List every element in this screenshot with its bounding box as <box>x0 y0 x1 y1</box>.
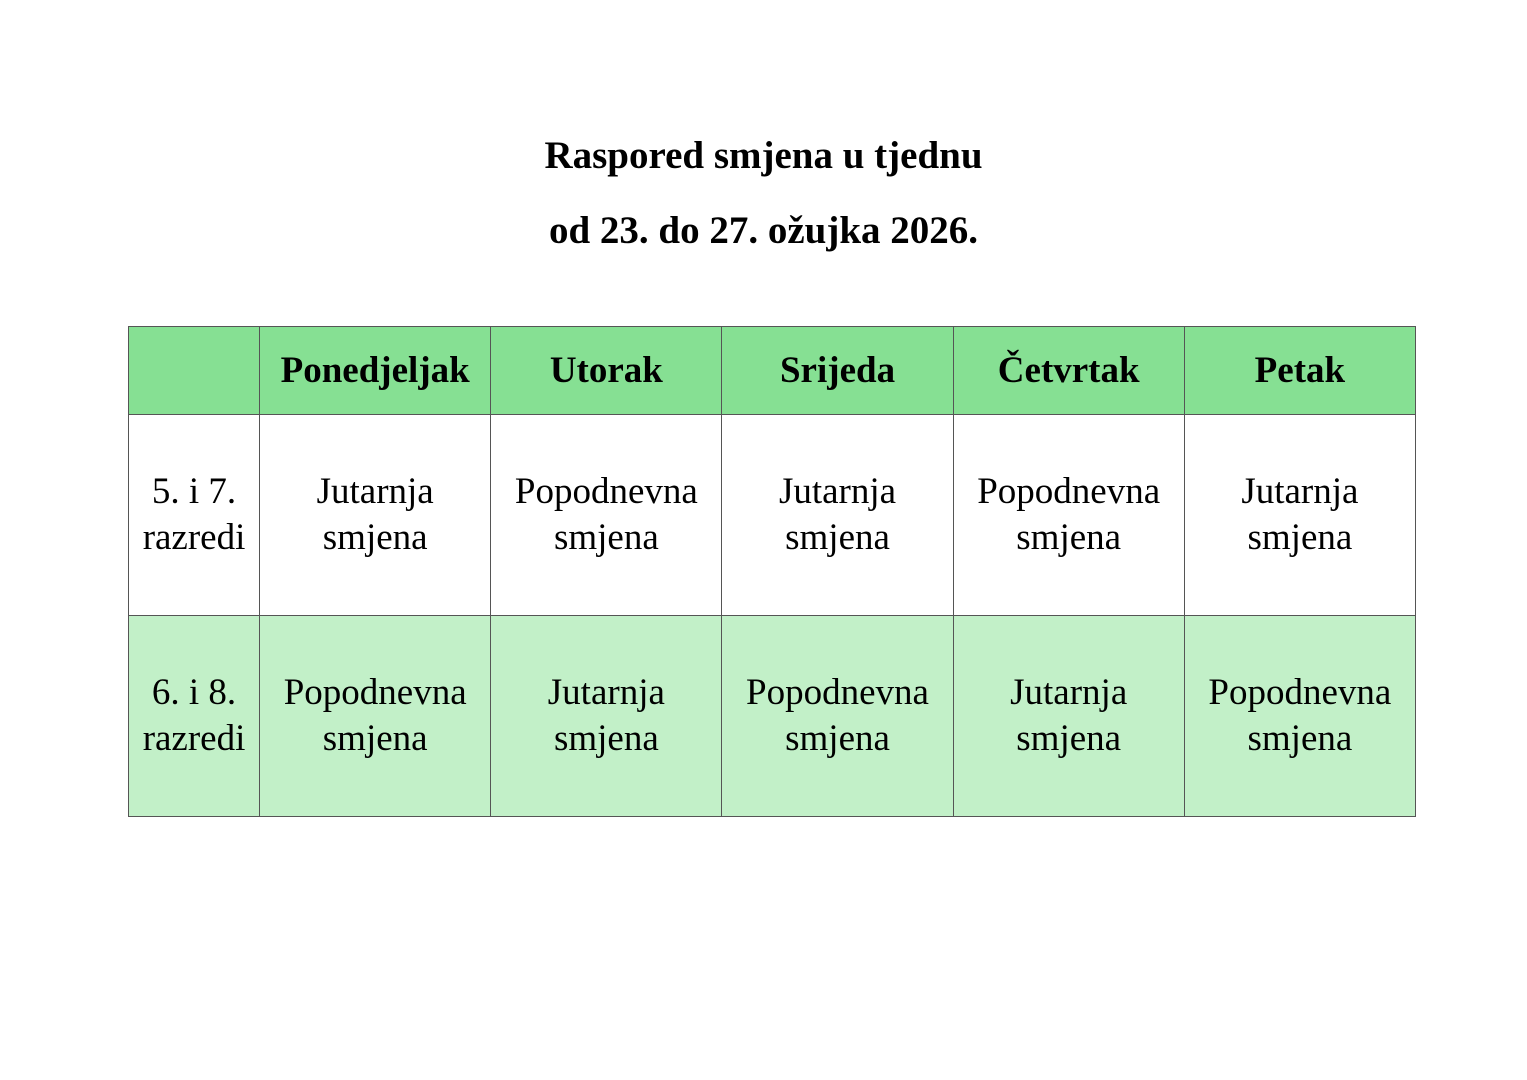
shift-word: smjena <box>1247 517 1353 558</box>
group-label-line1: 5. i 7. <box>151 471 237 512</box>
shift-cell <box>260 616 491 817</box>
shift-type: Popodnevna <box>746 672 929 713</box>
shift-type: Jutarnja <box>1010 672 1128 713</box>
shift-cell <box>1184 616 1415 817</box>
shift-cell <box>260 415 491 616</box>
shift-type: Popodnevna <box>1208 672 1392 713</box>
group-label-cell <box>129 415 260 616</box>
shift-word: smjena <box>785 517 890 558</box>
corner-cell <box>129 327 260 415</box>
shift-cell <box>722 616 953 817</box>
shift-cell <box>953 415 1184 616</box>
shift-word: smjena <box>553 718 659 759</box>
shift-cell <box>491 616 722 817</box>
shift-word: smjena <box>785 718 890 759</box>
group-label-cell <box>129 616 260 817</box>
document-date-range: od 23. do 27. ožujka 2026. <box>548 209 979 252</box>
table-row <box>129 616 1416 817</box>
shift-word: smjena <box>322 517 428 558</box>
shift-word: smjena <box>553 517 659 558</box>
shift-type: Jutarnja <box>547 672 665 713</box>
shift-type: Popodnevna <box>283 672 467 713</box>
header-row <box>129 327 1416 415</box>
shift-word: smjena <box>322 718 428 759</box>
shift-cell <box>1184 415 1415 616</box>
shift-type: Jutarnja <box>778 471 897 512</box>
day-header-thursday: Četvrtak <box>953 327 1184 415</box>
group-label-line1: 6. i 8. <box>151 672 237 713</box>
day-header-monday: Ponedjeljak <box>260 327 491 415</box>
shift-type: Jutarnja <box>1241 471 1359 512</box>
shift-type: Popodnevna <box>514 471 698 512</box>
shift-word: smjena <box>1247 718 1353 759</box>
shift-word: smjena <box>1016 718 1122 759</box>
shift-type: Popodnevna <box>977 471 1161 512</box>
shift-cell <box>491 415 722 616</box>
day-header-tuesday: Utorak <box>491 327 722 415</box>
document-title: Raspored smjena u tjednu <box>544 134 983 177</box>
shift-cell <box>953 616 1184 817</box>
shift-word: smjena <box>1016 517 1122 558</box>
shift-cell <box>722 415 953 616</box>
table-row <box>129 415 1416 616</box>
day-header-friday: Petak <box>1184 327 1415 415</box>
shift-type: Jutarnja <box>316 471 434 512</box>
shift-schedule-table <box>128 326 1416 817</box>
group-label-line2: razredi <box>142 517 246 558</box>
group-label-line2: razredi <box>142 718 246 759</box>
day-header-wednesday: Srijeda <box>722 327 953 415</box>
